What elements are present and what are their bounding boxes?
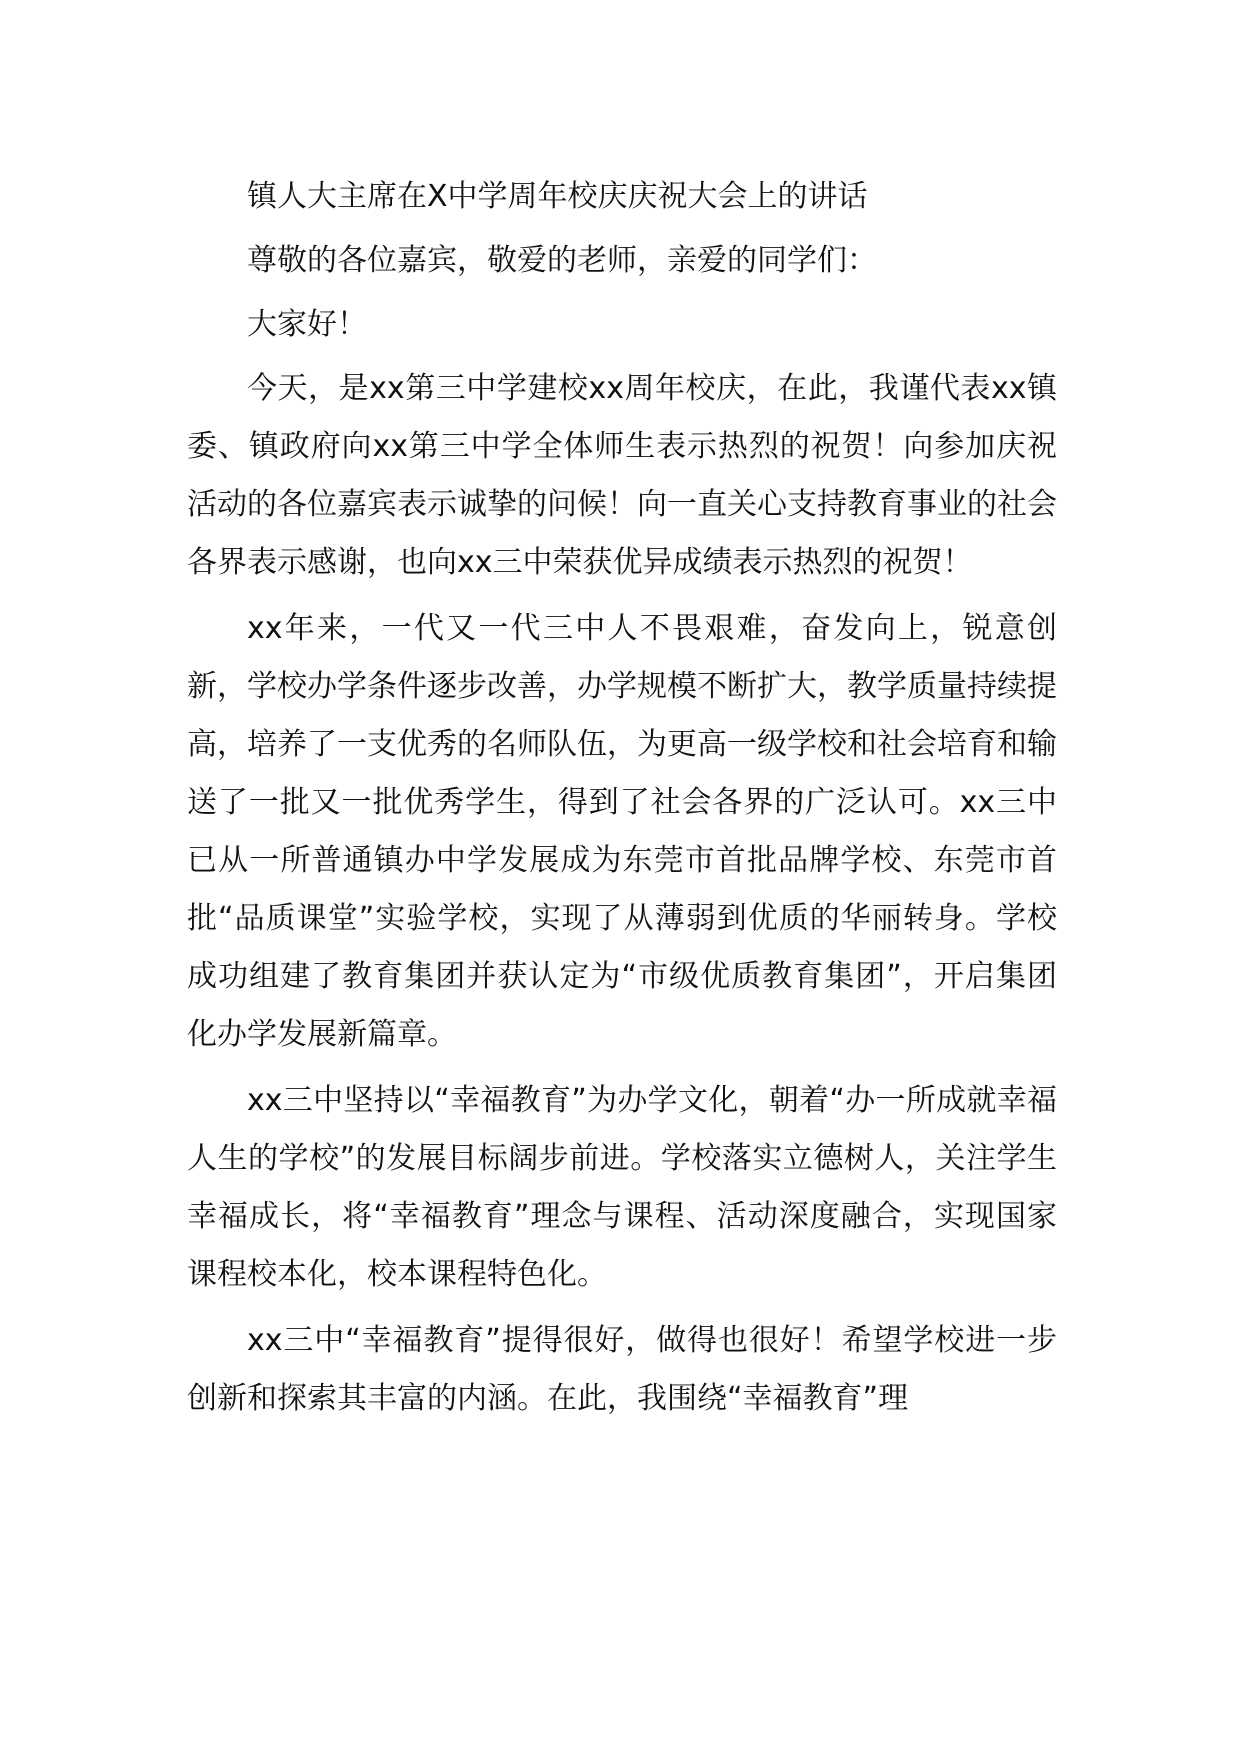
greeting: 大家好！	[247, 307, 367, 342]
paragraph-1: 今天，是xx第三中学建校xx周年校庆，在此，我谨代表xx镇委、镇政府向xx第三中学全体师生表示热烈的祝贺！向参加庆祝活动的各位嘉宾表示诚挚的问候！向一直关心支持教育事业的社会各界表示感谢，也向xx三中荣获优异成绩表示热烈的祝贺！	[187, 371, 1057, 580]
salutation: 尊敬的各位嘉宾，敬爱的老师，亲爱的同学们：	[247, 243, 877, 278]
paragraph-4: xx三中“幸福教育”提得很好，做得也很好！希望学校进一步创新和探索其丰富的内涵。在此，我围绕“幸福教育”理	[187, 1323, 1057, 1416]
paragraph-3: xx三中坚持以“幸福教育”为办学文化，朝着“办一所成就幸福人生的学校”的发展目标阔步前进。学校落实立德树人，关注学生幸福成长，将“幸福教育”理念与课程、活动深度融合，实现国家课程校本化，校本课程特色化。	[187, 1083, 1057, 1292]
speech-title: 镇人大主席在X中学周年校庆庆祝大会上的讲话	[247, 179, 868, 214]
speech-body	[187, 168, 1057, 1436]
paragraph-2: xx年来，一代又一代三中人不畏艰难，奋发向上，锐意创新，学校办学条件逐步改善，办学规模不断扩大，教学质量持续提高，培养了一支优秀的名师队伍，为更高一级学校和社会培育和输送了一批又一批优秀学生，得到了社会各界的广泛认可。xx三中已从一所普通镇办中学发展成为东莞市首批品牌学校、东莞市首批“品质课堂”实验学校，实现了从薄弱到优质的华丽转身。学校成功组建了教育集团并获认定为“市级优质教育集团”，开启集团化办学发展新篇章。	[187, 611, 1057, 1052]
